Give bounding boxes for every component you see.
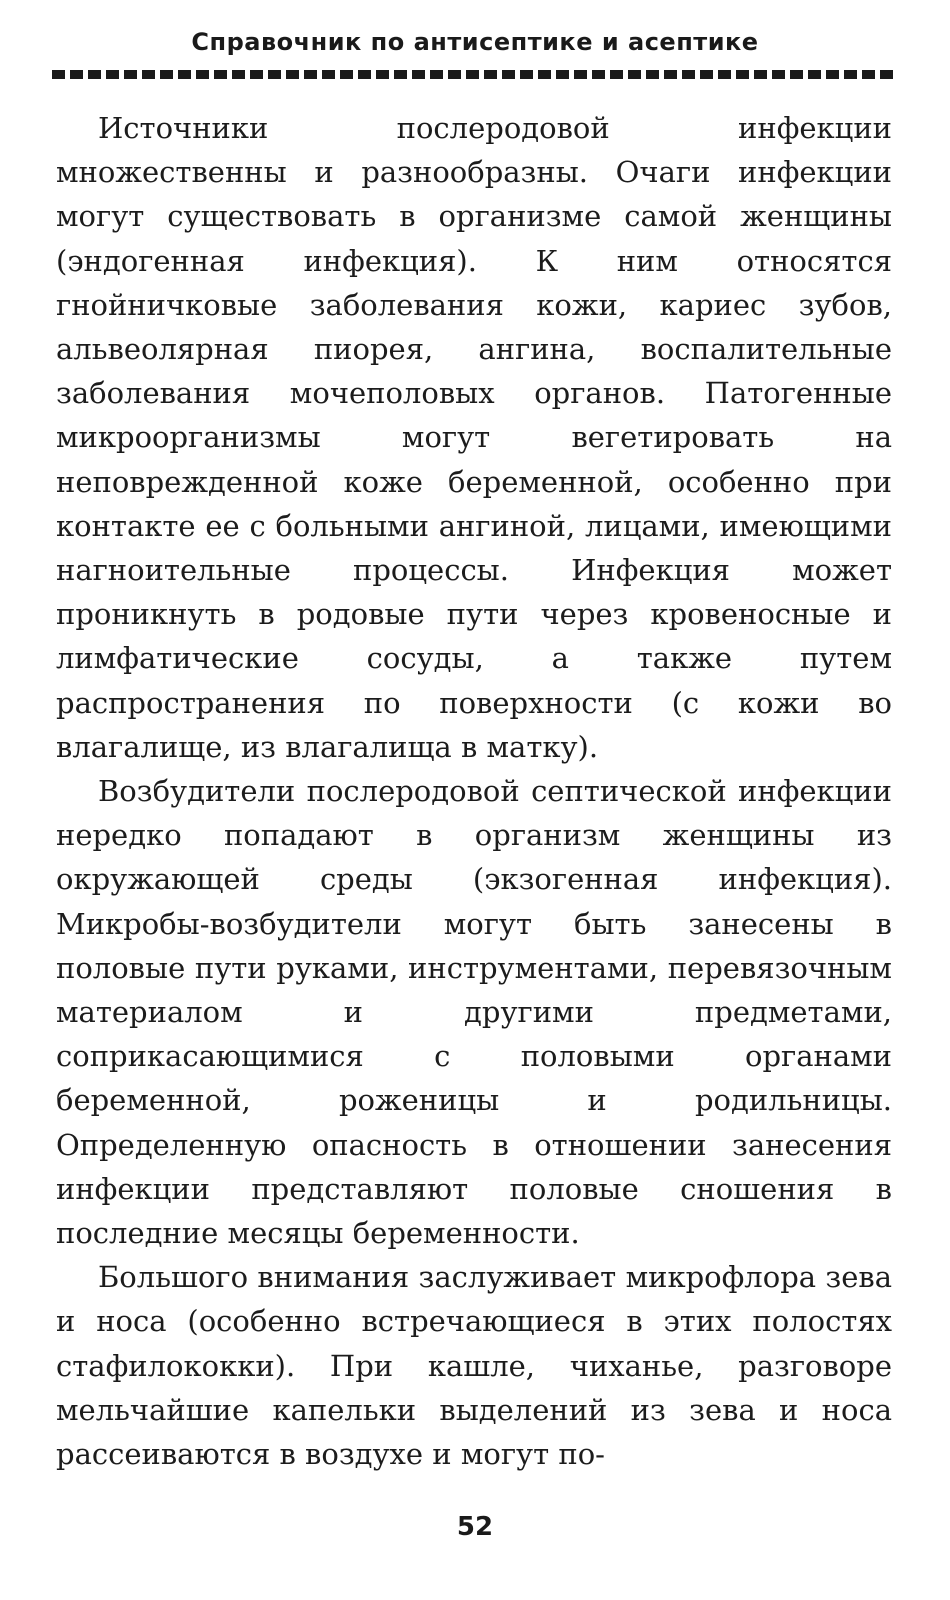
- paragraph-sources-of-infection: Источники послеродовой инфекции множественны и разнообразны. Очаги инфекции могут существовать в организме самой женщины (эндогенная инфекция). К ним относятся гнойничковые заболевания кожи, кариес зубов, альвеолярная пиорея, ангина, воспалительные заболевания мочеполовых органов. Патогенные микроорганизмы могут вегетировать на неповрежденной коже беременной, особенно при контакте ее с больными ангиной, лицами, имеющими нагноительные процессы. Инфекция может проникнуть в родовые пути через кровеносные и лимфатические сосуды, а также путем распространения по поверхности (с кожи во влагалище, из влагалища в матку).: [56, 111, 892, 764]
- header-dashed-rule: [52, 70, 898, 79]
- running-header-title: Справочник по антисептике и асептике: [191, 28, 759, 56]
- paragraph-pathogens: Возбудители послеродовой септической инфекции нередко попадают в организм женщины из окружающей среды (экзогенная инфекция). Микробы-возбудители могут быть занесены в половые пути руками, инструментами, перевязочным материалом и другими предметами, соприкасающимися с половыми органами беременной, роженицы и родильницы. Определенную опасность в отношении занесения инфекции представляют половые сношения в последние месяцы беременности.: [56, 774, 892, 1251]
- body-text: [56, 106, 892, 1476]
- paragraph-microflora: Большого внимания заслуживает микрофлора зева и носа (особенно встречающиеся в этих полостях стафилококки). При кашле, чиханье, разговоре мельчайшие капельки выделений из зева и носа рассеиваются в воздухе и могут по-: [56, 1260, 892, 1472]
- page-number: 52: [456, 1512, 494, 1542]
